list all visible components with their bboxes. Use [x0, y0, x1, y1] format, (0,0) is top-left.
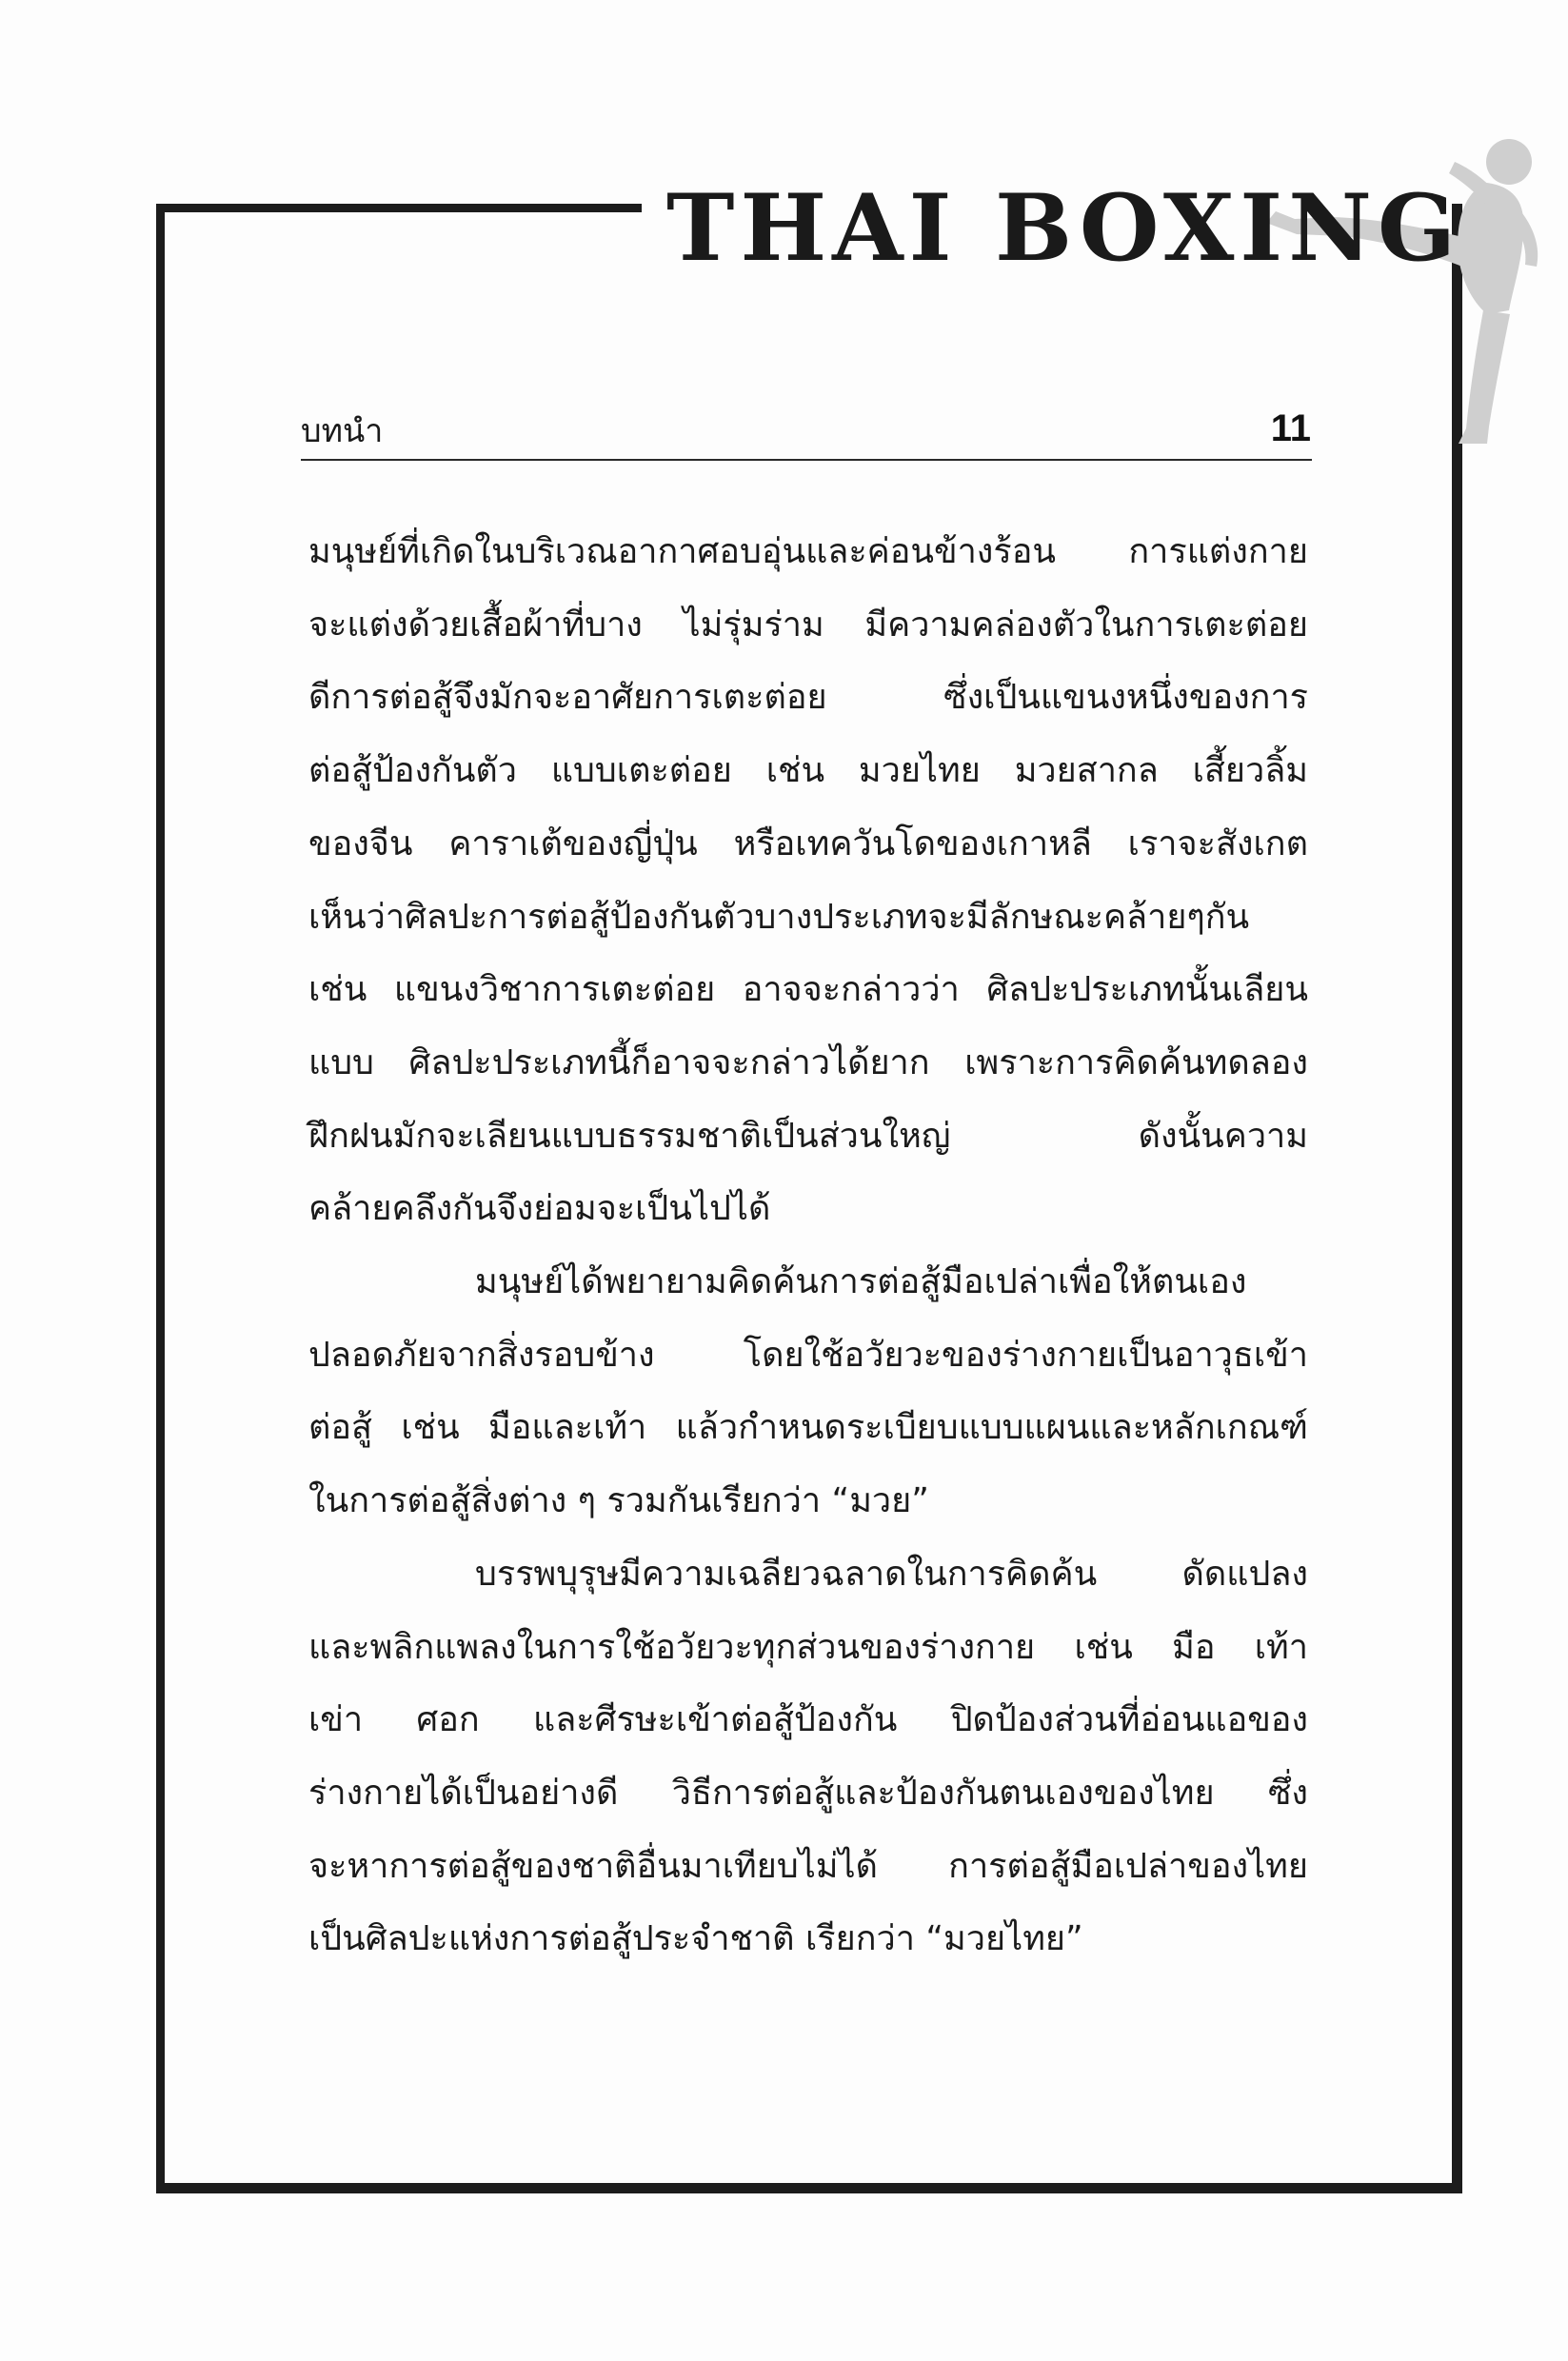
paragraph-1 — [308, 516, 1308, 1246]
page-number: 11 — [1270, 407, 1311, 449]
text-line: จะหาการต่อสู้ของชาติอื่นมาเทียบไม่ได้ การต่อสู้มือเปล่าของไทย — [308, 1846, 1308, 1886]
text-line: และพลิกแพลงในการใช้อวัยวะทุกส่วนของร่างกาย เช่น มือ เท้า — [308, 1627, 1308, 1667]
text-line: คล้ายคลึงกันจึงย่อมจะเป็นไปได้ — [308, 1189, 771, 1229]
text-line: จะแต่งด้วยเสื้อผ้าที่บาง ไม่รุ่มร่าม มีความคล่องตัวในการเตะต่อย — [308, 605, 1308, 645]
text-line: ปลอดภัยจากสิ่งรอบข้าง โดยใช้อวัยวะของร่างกายเป็นอาวุธเข้า — [308, 1335, 1308, 1375]
text-line: เป็นศิลปะแห่งการต่อสู้ประจำชาติ เรียกว่า “มวยไทย” — [308, 1919, 1083, 1959]
text-line: แบบ ศิลปะประเภทนี้ก็อาจจะกล่าวได้ยาก เพราะการคิดค้นทดลอง — [308, 1042, 1308, 1082]
page-frame-top-rule — [156, 204, 642, 212]
muay-thai-kicker-icon — [1238, 124, 1552, 447]
text-line: มนุษย์ได้พยายามคิดค้นการต่อสู้มือเปล่าเพื่อให้ตนเอง — [475, 1262, 1247, 1302]
text-line: ต่อสู้ เช่น มือและเท้า แล้วกำหนดระเบียบแบบแผนและหลักเกณฑ์ — [308, 1408, 1308, 1448]
text-line: เข่า ศอก และศีรษะเข้าต่อสู้ป้องกัน ปิดป้องส่วนที่อ่อนแอของ — [308, 1700, 1308, 1740]
text-line: ร่างกายได้เป็นอย่างดี วิธีการต่อสู้และป้องกันตนเองของไทย ซึ่ง — [308, 1773, 1308, 1813]
text-line: ในการต่อสู้สิ่งต่าง ๆ รวมกันเรียกว่า “มวย” — [308, 1481, 929, 1521]
book-title: THAI BOXING — [666, 174, 1461, 282]
text-line: ฝึกฝนมักจะเลียนแบบธรรมชาติเป็นส่วนใหญ่ ดังนั้นความ — [308, 1116, 1308, 1156]
text-line: เช่น แขนงวิชาการเตะต่อย อาจจะกล่าวว่า ศิลปะประเภทนั้นเลียน — [308, 970, 1308, 1010]
text-line: ดีการต่อสู้จึงมักจะอาศัยการเตะต่อย ซึ่งเป็นแขนงหนึ่งของการ — [308, 678, 1308, 718]
text-line: มนุษย์ที่เกิดในบริเวณอากาศอบอุ่นและค่อนข้างร้อน การแต่งกาย — [308, 532, 1308, 571]
header-rule — [301, 459, 1312, 461]
text-line: ของจีน คาราเต้ของญี่ปุ่น หรือเทควันโดของเกาหลี เราจะสังเกต — [308, 823, 1308, 863]
paragraph-2 — [308, 1246, 1308, 1538]
body-text — [308, 516, 1308, 1976]
text-line: ต่อสู้ป้องกันตัว แบบเตะต่อย เช่น มวยไทย มวยสากล เสี้ยวลิ้ม — [308, 751, 1308, 791]
text-line: บรรพบุรุษมีความเฉลียวฉลาดในการคิดค้น ดัดแปลง — [475, 1554, 1308, 1594]
chapter-label: บทนำ — [301, 412, 384, 450]
text-line: เห็นว่าศิลปะการต่อสู้ป้องกันตัวบางประเภทจะมีลักษณะคล้ายๆกัน — [308, 897, 1250, 937]
paragraph-3 — [308, 1538, 1308, 1976]
